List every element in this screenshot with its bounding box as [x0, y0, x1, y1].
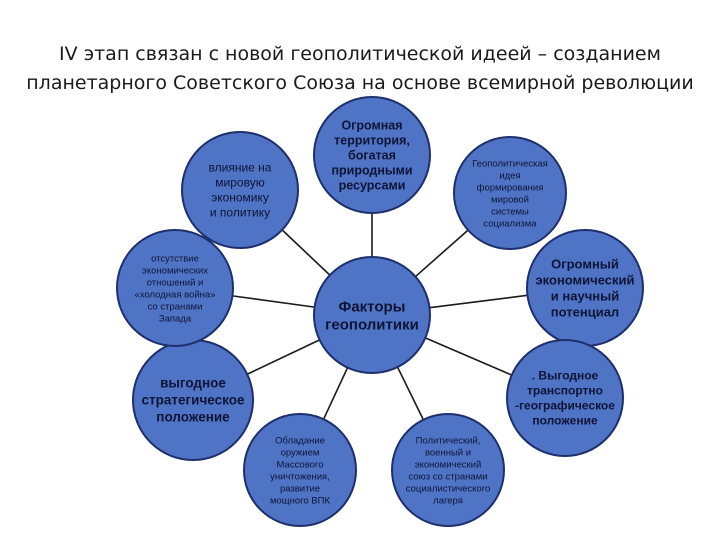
- factor-transport-position-label-line: положение: [532, 413, 598, 428]
- factor-transport-position-label-line: . Выгодное: [531, 368, 599, 383]
- factor-territory-label-line: ресурсами: [338, 178, 406, 193]
- factor-transport-position-label-line: -географическое: [515, 398, 615, 413]
- factor-territory-label-line: территория,: [334, 133, 410, 148]
- factor-economic-potential-label-line: потенциал: [550, 304, 620, 320]
- factor-territory-label-line: богатая: [348, 148, 396, 163]
- spoke-economic-potential: [430, 295, 528, 307]
- factor-weapons-label-line: оружием: [280, 447, 320, 459]
- factor-no-relations-label-line: экономических: [142, 265, 208, 277]
- factor-weapons-label-line: Массового: [276, 459, 324, 471]
- factor-no-relations-label-line: со странами: [147, 301, 203, 313]
- factor-transport-position-node: [507, 340, 623, 456]
- nodes: [117, 97, 643, 526]
- spoke-socialism-idea: [415, 230, 468, 276]
- center-label-line: Факторы: [338, 298, 406, 316]
- spoke-strategic-position: [247, 340, 319, 374]
- factor-political-union-label-line: военный и: [424, 447, 472, 459]
- factor-strategic-position-label-line: выгодное: [160, 375, 226, 391]
- factor-socialism-idea-label-line: системы: [491, 206, 529, 218]
- factor-no-relations-label-line: отсутствие: [151, 253, 199, 265]
- factor-no-relations-label-line: «холодная война»: [134, 289, 216, 301]
- factor-socialism-idea-node: [454, 137, 566, 249]
- factor-political-union-label-line: экономический: [414, 459, 482, 471]
- factor-world-influence-label-line: и политику: [209, 205, 271, 220]
- title-line-2: планетарного Советского Союза на основе всемирной революции: [26, 72, 694, 94]
- spoke-weapons: [324, 368, 348, 420]
- factor-world-influence-label-line: мировую: [215, 175, 265, 190]
- factor-weapons-label-line: уничтожения,: [270, 471, 330, 483]
- factor-strategic-position-label-line: положение: [156, 409, 230, 425]
- factor-transport-position-label-line: транспортно: [526, 383, 604, 398]
- spoke-no-relations: [232, 296, 314, 307]
- factor-economic-potential-label-line: Огромный: [551, 256, 619, 272]
- factor-socialism-idea-label-line: социализма: [483, 218, 537, 230]
- spoke-world-influence: [282, 230, 330, 275]
- center-node: [314, 257, 430, 373]
- factor-territory-label-line: природными: [331, 163, 413, 178]
- factor-economic-potential-node: [527, 230, 643, 346]
- spoke-political-union: [398, 367, 424, 420]
- factor-socialism-idea-label-line: Геополитическая: [472, 158, 548, 170]
- factor-socialism-idea-label-line: формирования: [476, 182, 544, 194]
- factor-political-union-label-line: Политический,: [415, 435, 481, 447]
- factor-weapons-node: [244, 414, 356, 526]
- factor-political-union-node: [392, 414, 504, 526]
- factor-world-influence-node: [182, 132, 298, 248]
- factor-no-relations-node: [117, 230, 233, 346]
- factor-socialism-idea-label-line: идея: [499, 170, 521, 182]
- factor-world-influence-label-line: влияние на: [208, 160, 272, 175]
- factor-political-union-label-line: лагеря: [433, 495, 463, 507]
- spoke-transport-position: [425, 338, 511, 375]
- factor-strategic-position-node: [133, 340, 253, 460]
- factor-no-relations-label-line: отношений и: [146, 277, 204, 289]
- center-label-line: геополитики: [325, 316, 419, 334]
- factor-political-union-label-line: социалистического: [405, 483, 491, 495]
- factor-economic-potential-label-line: и научный: [550, 288, 620, 304]
- factor-strategic-position-label-line: стратегическое: [141, 392, 245, 408]
- factor-territory-label-line: Огромная: [341, 118, 403, 133]
- factor-weapons-label-line: развитие: [279, 483, 321, 495]
- factor-economic-potential-label-line: экономический: [535, 272, 635, 288]
- factor-no-relations-label-line: Запада: [158, 313, 192, 325]
- factor-weapons-label-line: Обладание: [275, 435, 325, 447]
- factor-socialism-idea-label-line: мировой: [491, 194, 529, 206]
- factor-territory-node: [314, 97, 430, 213]
- factor-weapons-label-line: мощного ВПК: [269, 495, 331, 507]
- factor-political-union-label-line: союз со странами: [408, 471, 488, 483]
- title-line-1: IV этап связан с новой геополитической идеей – созданием: [59, 43, 661, 65]
- factor-world-influence-label-line: экономику: [211, 190, 269, 205]
